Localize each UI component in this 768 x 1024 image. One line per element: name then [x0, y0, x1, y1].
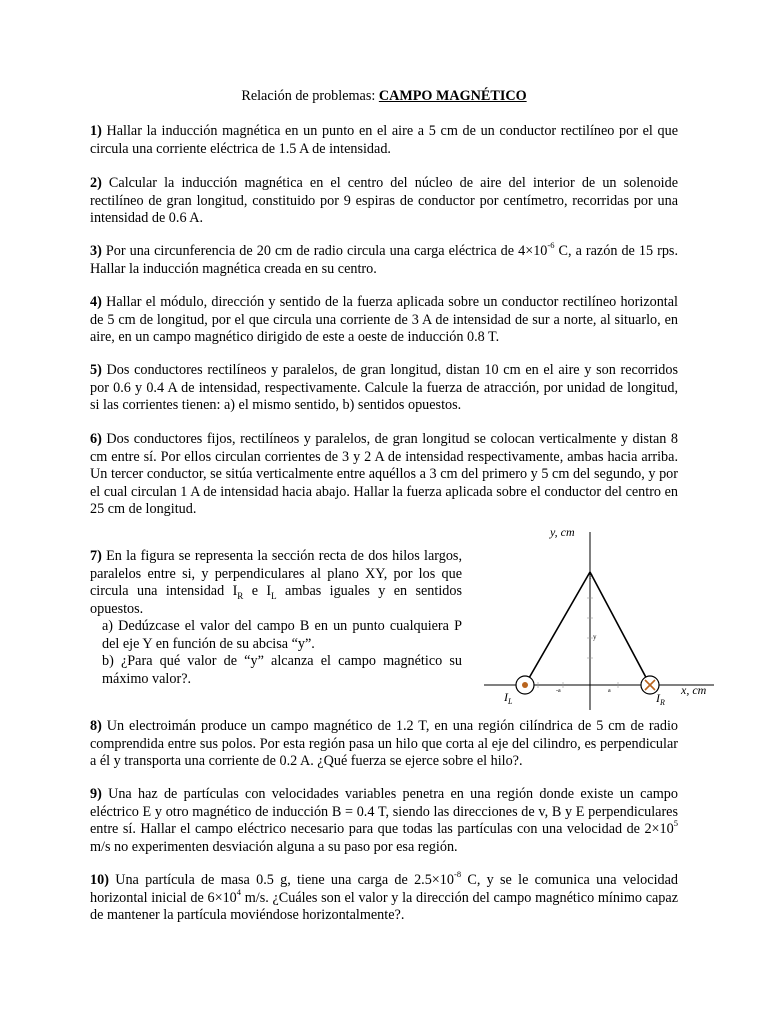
problem-7: 7) En la figura se representa la sección recta de dos hilos largos, paralelos entre si, y perpendiculares al plano XY, por los que circula una intensidad $I_R$ e $I_L$ ambas iguales y en sentidos opuestos. a) Dedúzcase el valor del campo B en un punto cualquiera P del eje Y en función de su abcisa “y”. b) ¿Para qué valor de “y” alcanza el campo magnético su máximo valor?.: [90, 548, 462, 687]
left-line: [525, 572, 590, 685]
figure-two-wires: [478, 518, 722, 714]
pos-a-label: a: [608, 688, 611, 694]
problem-2: 2) Calcular la inducción magnética en el centro del núcleo de aire del interior de un solenoide rectilíneo de gran longitud, constituido por 9 espiras de conductor por centímetro, recorridas por una intensidad de 0.6 A.: [90, 175, 678, 226]
title-subject: CAMPO MAGNÉTICO: [378, 88, 527, 104]
y-axis-label: y, cm: [550, 525, 575, 539]
problem-5: 5) Dos conductores rectilíneos y paralelos, de gran longitud, distan 10 cm en el aire y son recorridos por 0.6 y 0.4 A de intensidad, respectivamente. Calcule la fuerza de atracción, por unidad de longitud, si las corrientes tienen: a) el mismo sentido, b) sentidos opuestos.: [90, 362, 678, 413]
page-title: Relación de problemas: CAMPO MAGNÉTICO: [241, 88, 527, 104]
problem-7-part-a: a) Dedúzcase el valor del campo B en un punto cualquiera P del eje Y en función de su abcisa “y”.: [102, 618, 462, 652]
problem-6: 6) Dos conductores fijos, rectilíneos y paralelos, de gran longitud se colocan verticalmente y distan 8 cm entre sí. Por ellos circulan corrientes de 3 y 2 A de intensidad respectivamente, ambas hacia arriba. Un tercer conductor, se sitúa verticalmente entre aquéllos a 3 cm del primero y 5 cm del segundo, y por el cual circulan 1 A de intensidad hacia abajo. Hallar la fuerza aplicada sobre el conductor del centro en 25 cm de longitud.: [90, 431, 678, 517]
problem-7-part-b: b) ¿Para qué valor de “y” alcanza el campo magnético su máximo valor?.: [102, 653, 462, 687]
problem-8: 8) Un electroimán produce un campo magnético de 1.2 T, en una región cilíndrica de 5 cm de radio comprendida entre sus polos. Por esta región pasa un hilo que corta al eje del cilindro, es perpendicular a él y transporta una corriente de 0.2 A. ¿Qué fuerza se ejerce sobre el hilo?.: [90, 718, 678, 769]
problem-1: 1) Hallar la inducción magnética en un punto en el aire a 5 cm de un conductor rectilíneo por el que circula una corriente eléctrica de 1.5 A de intensidad.: [90, 123, 678, 157]
left-current-label: $I_L$: [504, 690, 513, 706]
right-line: [590, 572, 650, 685]
x-axis-label: x, cm: [681, 683, 707, 697]
problem-3: 3) Por una circunferencia de 20 cm de radio circula una carga eléctrica de $4\times 10^{-6}$ C, a razón de 15 rps. Hallar la inducción magnética creada en su centro.: [90, 240, 678, 277]
y-label: y: [593, 633, 597, 641]
problem-9: 9) Una haz de partículas con velocidades variables penetra en una región donde existe un campo eléctrico E y otro magnético de inducción B = 0.4 T, siendo las direcciones de v, B y E perpendiculares entre sí. Hallar el campo eléctrico necesario para que todas las partículas con una velocidad de $2\times 10^5$ m/s no experimenten desviación alguna a su paso por esa región.: [90, 786, 678, 855]
problem-4: 4) Hallar el módulo, dirección y sentido de la fuerza aplicada sobre un conductor rectilíneo horizontal de 5 cm de longitud, por el que circula una corriente de 3 A de intensidad de sur a norte, al situarlo, en aire, en un campo magnético dirigido de este a oeste de inducción 0.8 T.: [90, 294, 678, 345]
neg-a-label: -a: [556, 688, 561, 694]
point-p-label: P: [589, 573, 593, 581]
problem-10: 10) Una partícula de masa 0.5 g, tiene una carga de $2.5\times 10^{-8}$ C, y se le comunica una velocidad horizontal inicial de $6\times 10^4$ m/s. ¿Cuáles son el valor y la dirección del campo magnético mínimo capaz de mantener la partícula moviéndose horizontalmente?.: [90, 869, 678, 923]
right-current-label: $I_R$: [656, 691, 665, 707]
